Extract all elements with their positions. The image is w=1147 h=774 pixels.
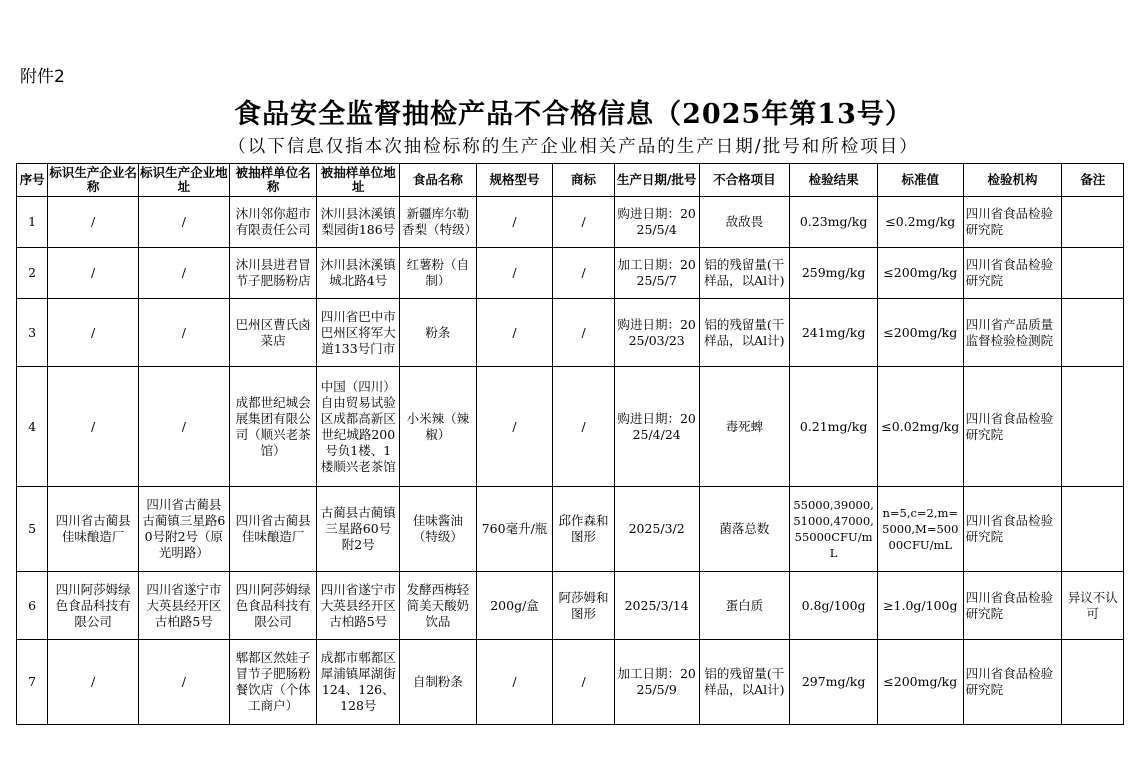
cell-brand: / — [553, 640, 615, 725]
cell-spec: / — [476, 367, 553, 487]
cell-result: 297mg/kg — [790, 640, 878, 725]
cell-agency: 四川省食品检验研究院 — [963, 367, 1062, 487]
cell-sampled-unit: 沐川县进君冒节子肥肠粉店 — [229, 248, 317, 299]
cell-sampled-unit: 郫都区然娃子冒节子肥肠粉餐饮店（个体工商户） — [229, 640, 317, 725]
cell-seq: 1 — [17, 197, 48, 248]
cell-sampled-address: 四川省巴中市巴州区将军大道133号门市 — [317, 299, 400, 367]
cell-agency: 四川省食品检验研究院 — [963, 640, 1062, 725]
cell-producer: / — [48, 197, 139, 248]
cell-standard: ≤200mg/kg — [877, 299, 963, 367]
cell-spec: 200g/盒 — [476, 572, 553, 640]
cell-food-name: 粉条 — [400, 299, 477, 367]
cell-sampled-unit: 四川省古蔺县佳味酿造厂 — [229, 487, 317, 572]
cell-result: 0.21mg/kg — [790, 367, 878, 487]
cell-date: 加工日期：2025/5/7 — [614, 248, 699, 299]
cell-sampled-address: 古蔺县古蔺镇三星路60号附2号 — [317, 487, 400, 572]
cell-failed-item: 铝的残留量(干样品，以Al计) — [699, 640, 790, 725]
cell-date: 购进日期：2025/03/23 — [614, 299, 699, 367]
cell-result: 0.8g/100g — [790, 572, 878, 640]
cell-date: 2025/3/14 — [614, 572, 699, 640]
cell-standard: ≥1.0g/100g — [877, 572, 963, 640]
header-date: 生产日期/批号 — [614, 164, 699, 197]
table-row — [17, 487, 1124, 572]
header-seq: 序号 — [17, 164, 48, 197]
header-standard: 标准值 — [877, 164, 963, 197]
attachment-label: 附件2 — [20, 67, 65, 87]
header-result: 检验结果 — [790, 164, 878, 197]
cell-standard: ≤0.2mg/kg — [877, 197, 963, 248]
cell-date: 2025/3/2 — [614, 487, 699, 572]
cell-brand: / — [553, 197, 615, 248]
cell-food-name: 红薯粉（自制） — [400, 248, 477, 299]
cell-food-name: 自制粉条 — [400, 640, 477, 725]
cell-seq: 3 — [17, 299, 48, 367]
cell-sampled-address: 中国（四川）自由贸易试验区成都高新区世纪城路200号负1楼、1楼顺兴老茶馆 — [317, 367, 400, 487]
header-spec: 规格型号 — [476, 164, 553, 197]
cell-date: 加工日期：2025/5/9 — [614, 640, 699, 725]
cell-failed-item: 铝的残留量(干样品，以Al计) — [699, 299, 790, 367]
cell-brand: / — [553, 248, 615, 299]
header-food-name: 食品名称 — [400, 164, 477, 197]
cell-sampled-address: 四川省遂宁市大英县经开区古柏路5号 — [317, 572, 400, 640]
table-header-row — [17, 164, 1124, 197]
header-sampled-address: 被抽样单位地址 — [317, 164, 400, 197]
page-subtitle: （以下信息仅指本次抽检标称的生产企业相关产品的生产日期/批号和所检项目） — [228, 137, 919, 157]
cell-remark — [1062, 299, 1124, 367]
header-brand: 商标 — [553, 164, 615, 197]
table-row — [17, 299, 1124, 367]
cell-brand: / — [553, 299, 615, 367]
cell-spec: / — [476, 197, 553, 248]
cell-failed-item: 菌落总数 — [699, 487, 790, 572]
cell-food-name: 佳味酱油（特级） — [400, 487, 477, 572]
cell-seq: 7 — [17, 640, 48, 725]
cell-producer-address: 四川省古蔺县古蔺镇三星路60号附2号（原光明路） — [138, 487, 229, 572]
cell-producer: / — [48, 640, 139, 725]
cell-standard: ≤0.02mg/kg — [877, 367, 963, 487]
cell-producer-address: / — [138, 248, 229, 299]
header-sampled-unit: 被抽样单位名称 — [229, 164, 317, 197]
cell-result: 55000,39000,51000,47000,55000CFU/mL — [790, 487, 878, 572]
header-failed-item: 不合格项目 — [699, 164, 790, 197]
header-producer: 标识生产企业名称 — [48, 164, 139, 197]
cell-spec: / — [476, 248, 553, 299]
cell-seq: 6 — [17, 572, 48, 640]
cell-producer-address: 四川省遂宁市大英县经开区古柏路5号 — [138, 572, 229, 640]
cell-agency: 四川省食品检验研究院 — [963, 248, 1062, 299]
cell-agency: 四川省食品检验研究院 — [963, 487, 1062, 572]
table-row — [17, 197, 1124, 248]
unqualified-products-table — [16, 163, 1124, 725]
cell-brand: 邱作森和图形 — [553, 487, 615, 572]
cell-remark — [1062, 197, 1124, 248]
cell-producer: / — [48, 248, 139, 299]
header-agency: 检验机构 — [963, 164, 1062, 197]
page-title: 食品安全监督抽检产品不合格信息（2025年第13号） — [234, 99, 913, 130]
cell-failed-item: 蛋白质 — [699, 572, 790, 640]
cell-date: 购进日期：2025/5/4 — [614, 197, 699, 248]
cell-remark — [1062, 640, 1124, 725]
cell-standard: ≤200mg/kg — [877, 248, 963, 299]
cell-food-name: 发酵西梅轻简美天酸奶饮品 — [400, 572, 477, 640]
cell-sampled-address: 沐川县沐溪镇梨园街186号 — [317, 197, 400, 248]
cell-sampled-unit: 四川阿莎姆绿色食品科技有限公司 — [229, 572, 317, 640]
cell-sampled-address: 成都市郫都区犀浦镇犀湖街124、126、128号 — [317, 640, 400, 725]
cell-producer: / — [48, 367, 139, 487]
cell-failed-item: 敌敌畏 — [699, 197, 790, 248]
cell-producer: 四川阿莎姆绿色食品科技有限公司 — [48, 572, 139, 640]
cell-remark — [1062, 367, 1124, 487]
cell-result: 259mg/kg — [790, 248, 878, 299]
cell-producer: 四川省古蔺县佳味酿造厂 — [48, 487, 139, 572]
table-row — [17, 640, 1124, 725]
cell-producer-address: / — [138, 367, 229, 487]
table-row — [17, 572, 1124, 640]
cell-spec: 760毫升/瓶 — [476, 487, 553, 572]
cell-remark — [1062, 487, 1124, 572]
cell-result: 0.23mg/kg — [790, 197, 878, 248]
cell-result: 241mg/kg — [790, 299, 878, 367]
cell-food-name: 新疆库尔勒香梨（特级） — [400, 197, 477, 248]
cell-brand: / — [553, 367, 615, 487]
cell-agency: 四川省产品质量监督检验检测院 — [963, 299, 1062, 367]
header-producer-address: 标识生产企业地址 — [138, 164, 229, 197]
cell-sampled-unit: 成都世纪城会展集团有限公司（顺兴老茶馆） — [229, 367, 317, 487]
cell-producer: / — [48, 299, 139, 367]
cell-spec: / — [476, 299, 553, 367]
cell-standard: ≤200mg/kg — [877, 640, 963, 725]
cell-failed-item: 铝的残留量(干样品，以Al计) — [699, 248, 790, 299]
cell-brand: 阿莎姆和图形 — [553, 572, 615, 640]
cell-seq: 4 — [17, 367, 48, 487]
table-row — [17, 248, 1124, 299]
cell-producer-address: / — [138, 197, 229, 248]
cell-spec: / — [476, 640, 553, 725]
cell-food-name: 小米辣（辣椒） — [400, 367, 477, 487]
cell-remark — [1062, 248, 1124, 299]
cell-agency: 四川省食品检验研究院 — [963, 572, 1062, 640]
cell-date: 购进日期：2025/4/24 — [614, 367, 699, 487]
cell-agency: 四川省食品检验研究院 — [963, 197, 1062, 248]
cell-seq: 2 — [17, 248, 48, 299]
table-row — [17, 367, 1124, 487]
cell-sampled-unit: 沐川邻你超市有限责任公司 — [229, 197, 317, 248]
cell-standard: n=5,c=2,m=5000,M=50000CFU/mL — [877, 487, 963, 572]
cell-producer-address: / — [138, 640, 229, 725]
cell-sampled-unit: 巴州区曹氏卤菜店 — [229, 299, 317, 367]
cell-producer-address: / — [138, 299, 229, 367]
cell-seq: 5 — [17, 487, 48, 572]
cell-remark: 异议不认可 — [1062, 572, 1124, 640]
cell-sampled-address: 沐川县沐溪镇城北路4号 — [317, 248, 400, 299]
header-remark: 备注 — [1062, 164, 1124, 197]
cell-failed-item: 毒死蜱 — [699, 367, 790, 487]
